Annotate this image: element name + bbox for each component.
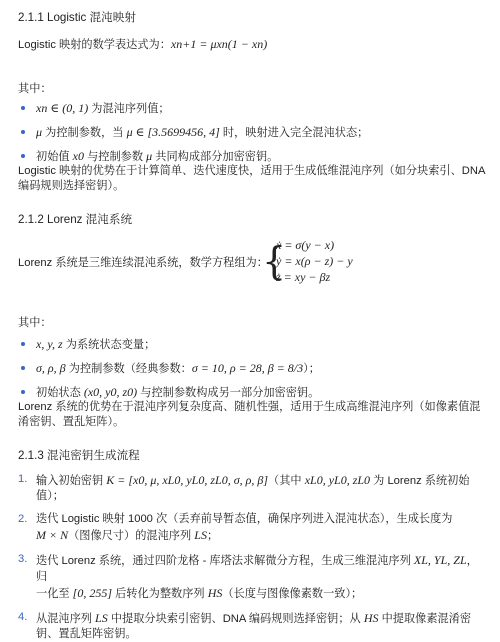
list-item: 1. 输入初始密钥 K = [x0, μ, xL0, yL0, zL0, σ, ρ, β]（其中 xL0, yL0, zL0 为 Lorenz 系统初始值）； <box>18 473 470 503</box>
list-item: 4. 从混沌序列 LS 中提取分块索引密钥、DNA 编码规则选择密钥；从 HS 中提取像素混淆密 钥、置乱矩阵密钥。 <box>18 610 472 640</box>
list-item: 3. 迭代 Lorenz 系统，通过四阶龙格 - 库塔法求解微分方程，生成三维混沌序列 XL, YL, ZL，归 一化至 [0, 255] 后转化为整数序列 HS（长度与图像像素数一致）； <box>18 553 478 600</box>
where-label-2: 其中： <box>18 317 52 329</box>
list-item: μ 为控制参数，当 μ ∈ [3.5699456, 4] 时，映射进入完全混沌状态； <box>18 124 488 141</box>
lorenz-equations: ẋ = σ(y − x) ẏ = x(ρ − z) − y ż = xy − βz <box>276 238 353 284</box>
brace-icon: { <box>262 239 287 283</box>
logistic-summary: Logistic 映射的优势在于计算简单、迭代速度快，适用于生成低维混沌序列（如分块索引、DNA 编码规则选择密钥）。 <box>18 165 485 193</box>
list-item: σ, ρ, β 为控制参数（经典参数：σ = 10, ρ = 28, β = 8/3）； <box>18 360 488 377</box>
list-item: 初始状态 (x0, y0, z0) 与控制参数构成另一部分加密密钥。 <box>18 384 488 401</box>
section-heading-logistic: 2.1.1 Logistic 混沌映射 <box>18 11 136 24</box>
list-item: 2. 迭代 Logistic 映射 1000 次（丢弃前导暂态值，确保序列进入混沌状态），生成长度为 M × N（图像尺寸）的混沌序列 LS； <box>18 513 453 543</box>
lorenz-param-list <box>18 336 488 401</box>
where-label: 其中： <box>18 83 52 95</box>
list-item: 初始值 x0 与控制参数 μ 共同构成部分加密密钥。 <box>18 148 488 165</box>
lorenz-summary: Lorenz 系统的优势在于混沌序列复杂度高、随机性强，适用于生成高维混沌序列（如像素值混淆密钥、置乱矩阵）。 <box>18 401 481 429</box>
keygen-steps <box>18 472 488 642</box>
lorenz-intro: Lorenz 系统是三维连续混沌系统，数学方程组为： { ẋ = σ(y − x) ẏ = x(ρ − z) − y ż = xy − βz <box>18 238 353 284</box>
logistic-formula: xn+1 = μxn(1 − xn) <box>170 37 268 51</box>
list-item: xn ∈ (0, 1) 为混沌序列值； <box>18 100 488 117</box>
logistic-intro: Logistic 映射的数学表达式为：xn+1 = μxn(1 − xn) <box>18 37 268 51</box>
list-item: x, y, z 为系统状态变量； <box>18 336 488 353</box>
logistic-param-list <box>18 100 488 165</box>
section-heading-keygen: 2.1.3 混沌密钥生成流程 <box>18 449 140 462</box>
section-heading-lorenz: 2.1.2 Lorenz 混沌系统 <box>18 213 133 226</box>
